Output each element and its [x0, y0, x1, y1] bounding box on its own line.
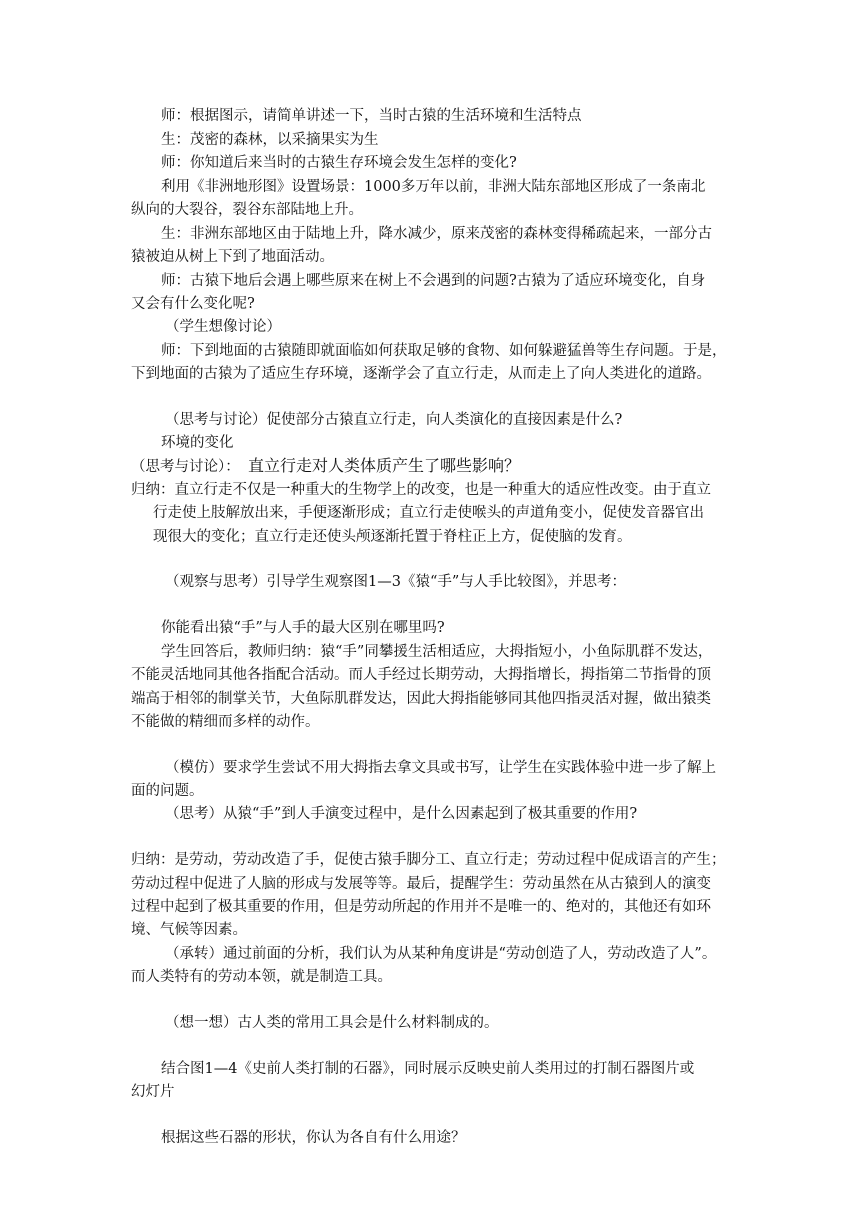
text-line: 师：根据图示，请简单讲述一下，当时古猿的生活环境和生活特点 — [161, 108, 582, 124]
text-line: （想一想）古人类的常用工具会是什么材料制成的。 — [165, 1015, 499, 1031]
text-line: （思考）从猿“手”到人手演变过程中，是什么因素起到了极其重要的作用? — [165, 806, 638, 822]
text-line: 而人类特有的劳动本领，就是制造工具。 — [131, 969, 392, 985]
text-line: 归纳：直立行走不仅是一种重大的生物学上的改变，也是一种重大的适应性改变。由于直立 — [131, 482, 711, 498]
text-line: 生：非洲东部地区由于陆地上升，降水减少，原来茂密的森林变得稀疏起来，一部分古 — [161, 226, 712, 242]
text-line: 端高于相邻的制掌关节，大鱼际肌群发达，因此大拇指能够同其他四指灵活对握，做出猿类 — [131, 691, 711, 707]
text-line: 生：茂密的森林，以采摘果实为生 — [161, 132, 379, 148]
text-line: （学生想像讨论） — [165, 319, 281, 335]
text-line: （观察与思考）引导学生观察图1—3《猿“手”与人手比较图》，并思考： — [165, 574, 627, 590]
text-line: 过程中起到了极其重要的作用，但是劳动所起的作用并不是唯一的、绝对的，其他还有如环 — [131, 899, 711, 915]
text-line: （模仿）要求学生尝试不用大拇指去拿文具或书写，让学生在实践体验中进一步了解上 — [165, 760, 716, 776]
text-line: 境、气候等因素。 — [131, 922, 247, 938]
text-line: （思考与讨论）： — [131, 459, 240, 475]
text-line: （思考与讨论）促使部分古猿直立行走，向人类演化的直接因素是什么? — [165, 412, 623, 428]
text-line: 又会有什么变化呢? — [131, 296, 255, 312]
text-line: 直立行走对人类体质产生了哪些影响？ — [248, 456, 521, 475]
text-line: 现很大的变化；直立行走还使头颅逐渐托置于脊柱正上方，促使脑的发育。 — [153, 529, 632, 545]
text-line: 面的问题。 — [131, 783, 204, 799]
text-line: 行走使上肢解放出来，手便逐渐形成；直立行走使喉头的声道角变小，促使发音器官出 — [153, 505, 704, 521]
text-line: 下到地面的古猿为了适应生存环境，逐渐学会了直立行走，从而走上了向人类进化的道路。 — [131, 366, 711, 382]
text-line: 不能做的精细而多样的动作。 — [131, 714, 320, 730]
text-line: 纵向的大裂谷，裂谷东部陆地上升。 — [131, 202, 363, 218]
text-line: 猿被迫从树上下到了地面活动。 — [131, 249, 334, 265]
text-line: 师：下到地面的古猿随即就面临如何获取足够的食物、如何躲避猛兽等生存问题。于是， — [161, 343, 727, 359]
text-line: 你能看出猿“手”与人手的最大区别在哪里吗? — [161, 620, 445, 636]
text-line: 归纳：是劳动，劳动改造了手，促使古猿手脚分工、直立行走；劳动过程中促成语言的产生； — [131, 852, 726, 868]
text-line: 环境的变化 — [161, 435, 234, 451]
text-line: 不能灵活地同其他各指配合活动。而人手经过长期劳动，大拇指增长，拇指第二节指骨的顶 — [131, 667, 711, 683]
text-line: （承转）通过前面的分析，我们认为从某种角度讲是“劳动创造了人，劳动改造了人”。 — [165, 946, 717, 962]
text-line: 幻灯片 — [131, 1084, 175, 1100]
text-line: 劳动过程中促进了人脑的形成与发展等等。最后，提醒学生：劳动虽然在从古猿到人的演变 — [131, 876, 711, 892]
text-line: 师：古猿下地后会遇上哪些原来在树上不会遇到的问题?古猿为了适应环境变化，自身 — [161, 273, 706, 289]
text-line: 学生回答后，教师归纳：猿“手”同攀援生活相适应，大拇指短小，小鱼际肌群不发达， — [161, 644, 713, 660]
text-line: 利用《非洲地形图》设置场景：1000多万年以前，非洲大陆东部地区形成了一条南北 — [161, 179, 706, 195]
text-line: 师：你知道后来当时的古猿生存环境会发生怎样的变化? — [161, 155, 517, 171]
text-line: 结合图1—4《史前人类打制的石器》，同时展示反映史前人类用过的打制石器图片或 — [161, 1061, 695, 1077]
text-line: 根据这些石器的形状，你认为各自有什么用途？ — [161, 1130, 466, 1146]
